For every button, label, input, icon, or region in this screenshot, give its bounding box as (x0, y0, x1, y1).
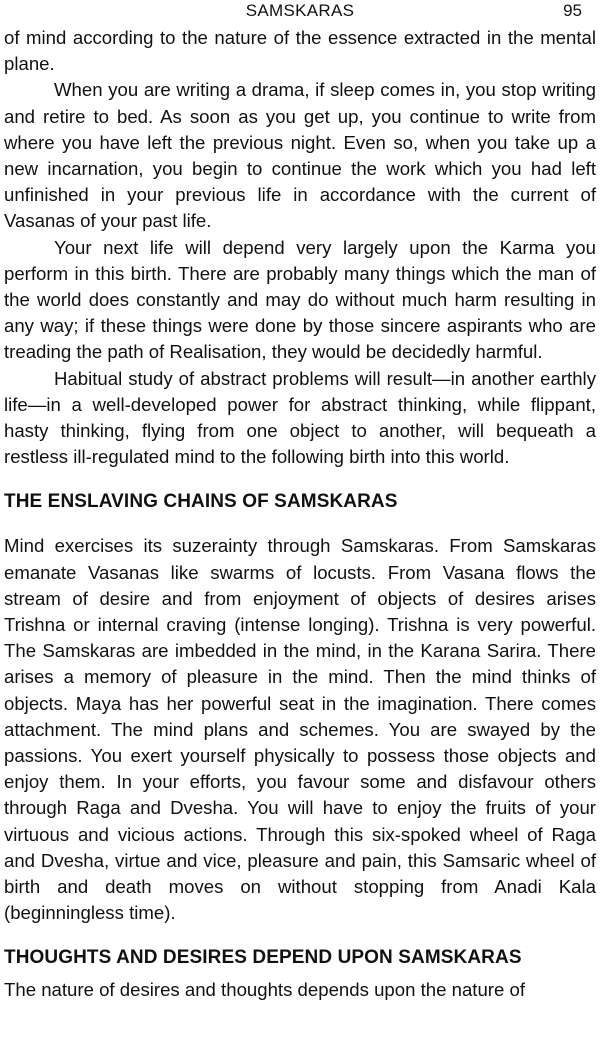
section-heading-thoughts-desires: THOUGHTS AND DESIRES DEPEND UPON SAMSKARAS (4, 946, 522, 968)
page-number: 95 (563, 1, 582, 20)
section-heading-enslaving-chains: THE ENSLAVING CHAINS OF SAMSKARAS (4, 491, 398, 513)
paragraph-abstract-study: Habitual study of abstract problems will result—in another earthly life—in a well-developed power for abstract thinking, while flippant, hasty thinking, flying from one object to another, will bequeath a restless ill-regulated mind to the following birth into this world. (4, 367, 596, 468)
paragraph-mind-suzerainty: Mind exercises its suzerainty through Samskaras. From Samskaras emanate Vasanas like swarms of locusts. From Vasana flows the stream of desire and from enjoyment of objects of desires arises Trishna or internal craving (intense longing). Trishna is very powerful. The Samskaras are imbedded in the mind, in the Karana Sarira. There arises a memory of pleasure in the mind. Then the mind thinks of objects. Maya has her powerful seat in the imagination. There comes attachment. The mind plans and schemes. You are swayed by the passions. You exert yourself physically to possess those objects and enjoy them. In your efforts, you favour some and disfavour others through Raga and Dvesha. You will have to enjoy the fruits of your virtuous and vicious actions. Through this six-spoked wheel of Raga and Dvesha, virtue and vice, pleasure and pain, this Samsaric wheel of birth and death moves on without stopping from Anadi Kala (beginningless time). (4, 535, 596, 924)
paragraph-next-life: Your next life will depend very largely upon the Karma you perform in this birth. There are probably many things which the man of the world does constantly and may do without much harm resulting in any way; if these things were done by those sincere aspirants who are treading the path of Realisation, they would be decidedly harmful. (4, 236, 596, 363)
running-title: SAMSKARAS (245, 1, 355, 20)
running-head (4, 0, 596, 22)
paragraph-nature-of-desires: The nature of desires and thoughts depends upon the nature of (4, 978, 526, 1000)
paragraph-drama: When you are writing a drama, if sleep comes in, you stop writing and retire to bed. As soon as you get up, you continue to write from where you have left the previous night. Even so, when you take up a new incarnation, you begin to continue the work which you had left unfinished in your previous life in accordance with the current of Vasanas of your past life. (4, 79, 596, 232)
paragraph-continuation: of mind according to the nature of the essence extracted in the mental plane. (4, 27, 596, 75)
